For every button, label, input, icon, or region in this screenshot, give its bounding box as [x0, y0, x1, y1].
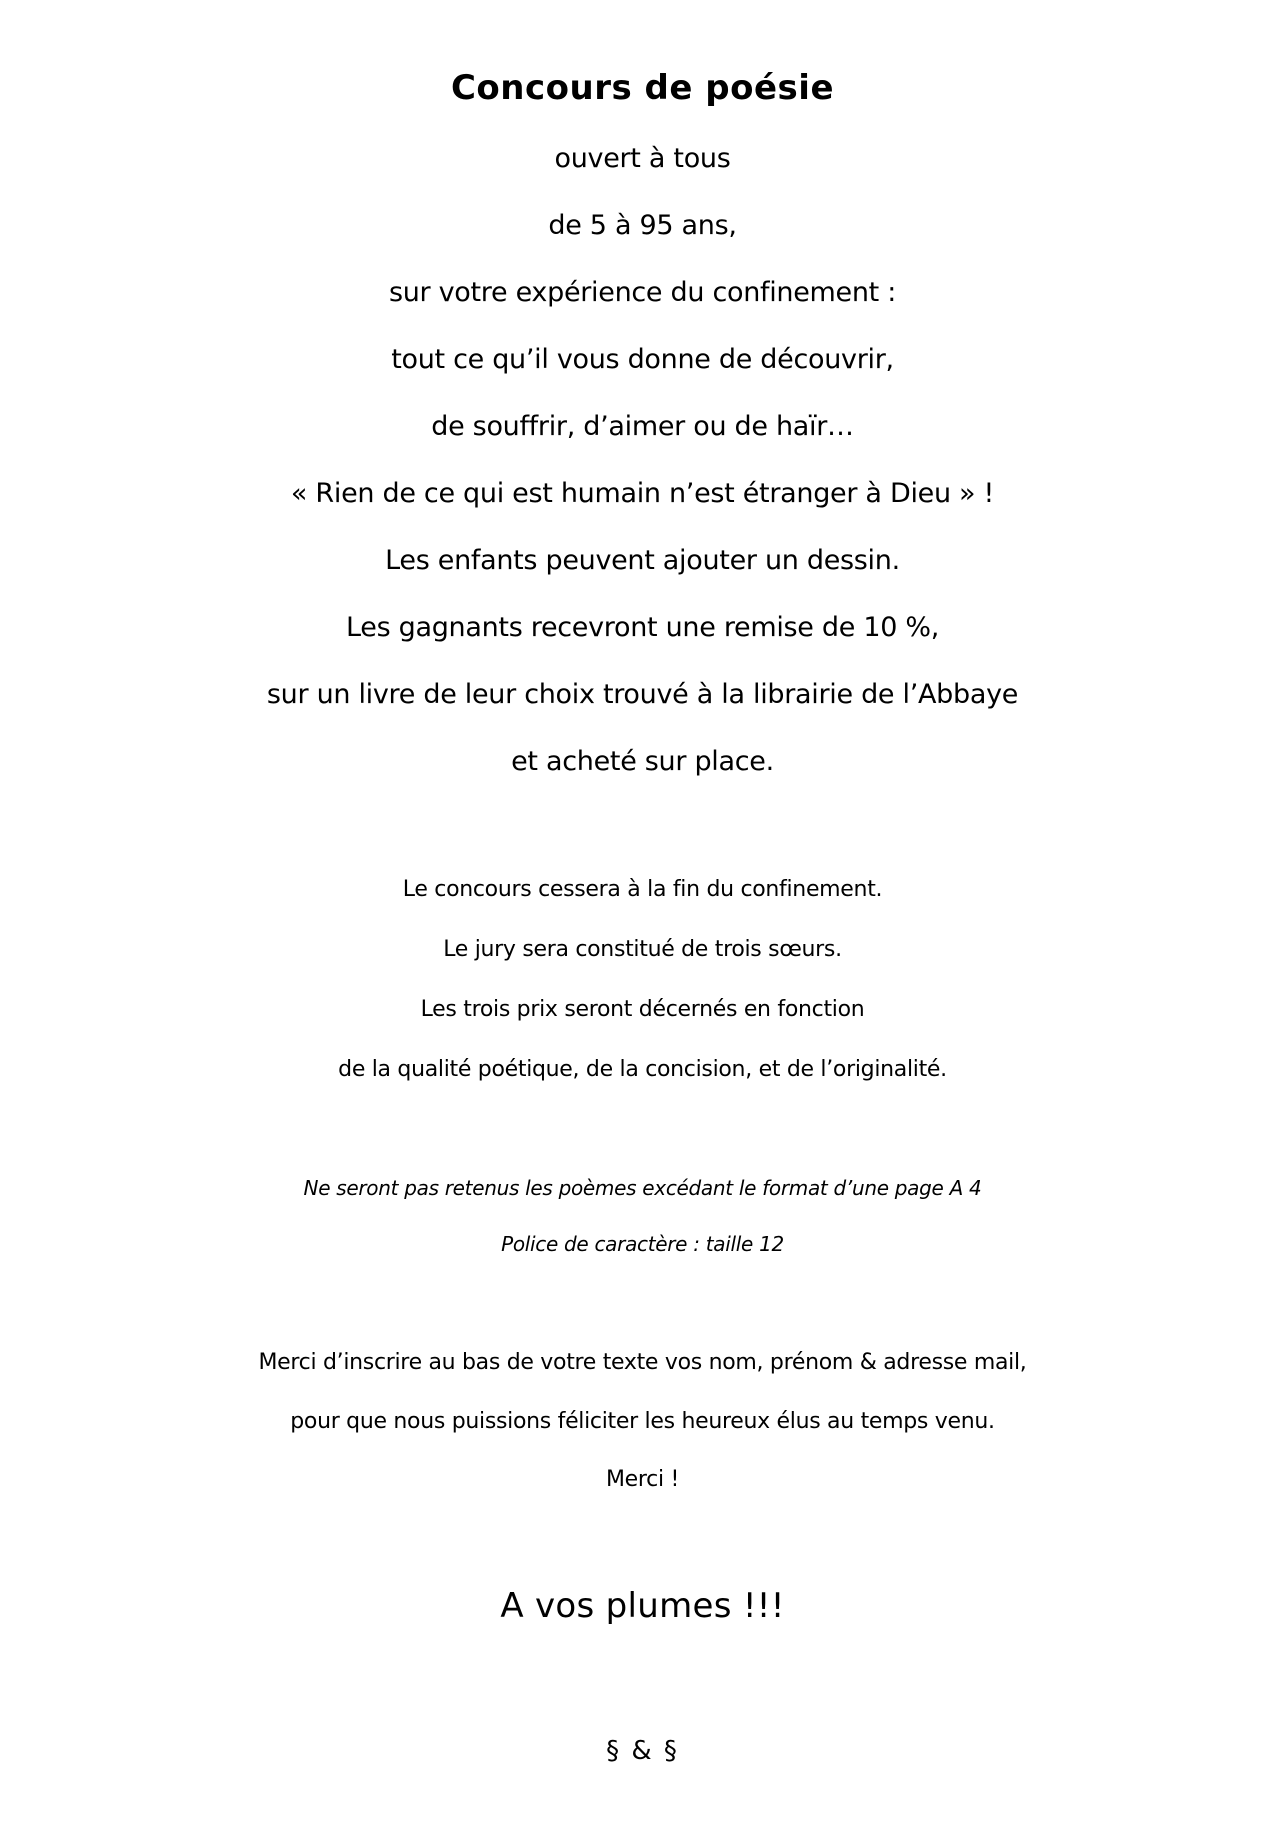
intro-line: sur votre expérience du confinement : [388, 277, 897, 308]
intro-line: « Rien de ce qui est humain n’est étranger à Dieu » ! [290, 478, 995, 509]
rules-line: Les trois prix seront décernés en fonction [420, 997, 865, 1022]
signature: § & § [606, 1736, 679, 1766]
intro-line: sur un livre de leur choix trouvé à la librairie de l’Abbaye [266, 679, 1019, 710]
rules-line: Le concours cessera à la fin du confinement. [402, 877, 883, 902]
document-title: Concours de poésie [450, 68, 835, 108]
format-line: Ne seront pas retenus les poèmes excédant le format d’une page A 4 [303, 1176, 982, 1200]
rules-line: de la qualité poétique, de la concision, et de l’originalité. [338, 1057, 947, 1082]
intro-line: de 5 à 95 ans, [548, 210, 737, 241]
intro-line: et acheté sur place. [511, 746, 774, 777]
format-line: Police de caractère : taille 12 [501, 1232, 784, 1256]
closing-line: Merci d’inscrire au bas de votre texte vos nom, prénom & adresse mail, [258, 1350, 1027, 1375]
call-to-action: A vos plumes !!! [500, 1586, 785, 1626]
intro-line: ouvert à tous [554, 143, 731, 174]
intro-line: Les gagnants recevront une remise de 10 %, [345, 612, 940, 643]
rules-line: Le jury sera constitué de trois sœurs. [443, 937, 842, 962]
intro-line: Les enfants peuvent ajouter un dessin. [385, 545, 900, 576]
closing-line: pour que nous puissions féliciter les heureux élus au temps venu. [290, 1409, 995, 1434]
closing-line: Merci ! [606, 1467, 679, 1492]
intro-line: de souffrir, d’aimer ou de haïr… [431, 411, 854, 442]
intro-line: tout ce qu’il vous donne de découvrir, [391, 344, 894, 375]
